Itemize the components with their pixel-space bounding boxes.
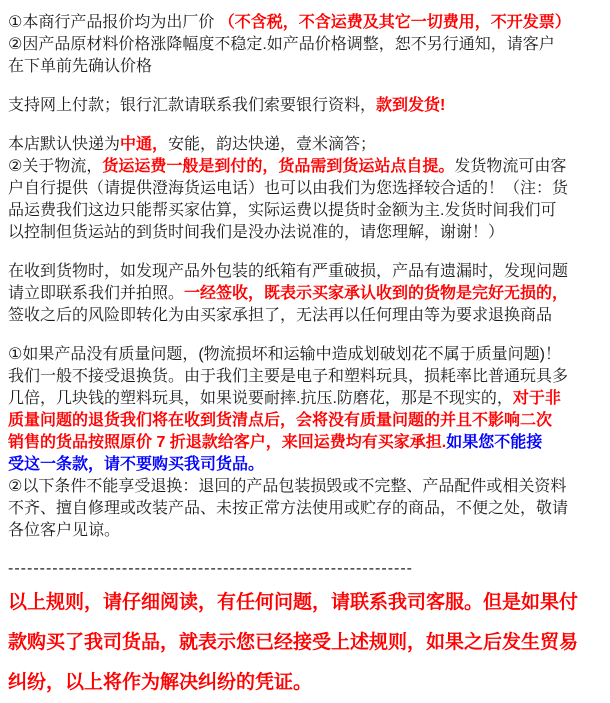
text-line <box>8 388 602 410</box>
text-line <box>8 366 602 388</box>
text-line <box>8 454 602 476</box>
text-line <box>8 623 602 663</box>
text-line <box>8 476 602 498</box>
text-line <box>8 261 602 283</box>
final-warning <box>8 583 602 703</box>
text-line <box>8 200 602 222</box>
text-segment-black: ②关于物流， <box>8 158 103 175</box>
text-line <box>8 283 602 305</box>
text-segment-red: 销售的货品按照原价 7 折退款给客户，来回运费均有买家承担. <box>8 434 447 451</box>
text-segment-black: 支持网上付款；银行汇款请联系我们索要银行资料， <box>8 97 377 114</box>
text-line <box>8 156 602 178</box>
text-line <box>8 432 602 454</box>
text-segment-red: 质量问题的退货我们将在收到货清点后，会将没有质量问题的并且不影响二次 <box>8 412 553 429</box>
text-line <box>8 498 602 520</box>
text-segment-black: 发货物流可由客 <box>454 158 567 175</box>
divider-line <box>8 559 602 579</box>
text-line <box>8 305 602 327</box>
text-line <box>8 559 602 579</box>
text-segment-red: 对于非 <box>512 390 561 407</box>
text-segment-black: 在下单前先确认价格 <box>8 58 153 75</box>
text-line <box>8 663 602 703</box>
text-line <box>8 520 602 542</box>
text-line <box>8 34 602 56</box>
text-line <box>8 222 602 244</box>
text-line <box>8 56 602 78</box>
returns-policy <box>8 344 602 542</box>
text-segment-red: 中通， <box>120 136 169 153</box>
text-segment-black: 户自行提供（请提供澄海货运电话）也可以由我们为您选择较合适的！（注：货 <box>8 180 569 197</box>
text-line <box>8 344 602 366</box>
text-segment-black: 品运费我们这边只能帮买家估算，实际运费以提货时金额为主.发货时间我们可 <box>8 202 557 219</box>
text-segment-black: ①如果产品没有质量问题，(物流损坏和运输中造成划破划花不属于质量问题)！ <box>8 346 562 363</box>
text-segment-blue: 如果您不能接 <box>446 434 543 451</box>
text-segment-black: 签收之后的风险即转化为由买家承担了，无法再以任何理由等为要求退换商品 <box>8 307 553 324</box>
text-segment-black: ②因产品原材料价格涨降幅度不稳定.如产品价格调整，恕不另行通知，请客户 <box>8 36 555 53</box>
text-segment-black: 本店默认快递为 <box>8 136 121 153</box>
text-segment-red: 一经签收，既表示买家承认收到的货物是完好无损的， <box>184 285 569 302</box>
text-segment-black: ①本商行产品报价均为出厂价 <box>8 14 219 31</box>
text-segment-black: 我们一般不接受退换货。由于我们主要是电子和塑料玩具，损耗率比普通玩具多 <box>8 368 569 385</box>
text-segment-black: 在收到货物时，如发现产品外包装的纸箱有严重破损，产品有遗漏时，发现问题 <box>8 263 569 280</box>
text-segment-black: ---------------------------------------------------------------- <box>8 560 413 577</box>
text-segment-red: （不含税，不含运费及其它一切费用，不开发票） <box>218 14 571 31</box>
text-segment-black: ②以下条件不能享受退换：退回的产品包装损毁或不完整、产品配件或相关资料 <box>8 478 567 495</box>
text-segment-red: 纠纷，以上将作为解决纠纷的凭证。 <box>8 672 313 693</box>
text-segment-black: 各位客户见谅。 <box>8 522 121 539</box>
text-segment-red: 款到发货! <box>376 97 446 114</box>
text-segment-red: 款购买了我司货品，就表示您已经接受上述规则，如果之后发生贸易 <box>8 632 579 653</box>
text-line <box>8 583 602 623</box>
payment-notice <box>8 95 602 117</box>
text-segment-blue: 受这一条款，请不要购买我司货品。 <box>8 456 265 473</box>
text-segment-red: 货运运费一般是到付的，货品需到货运站点自提。 <box>102 158 455 175</box>
shipping-notice <box>8 134 602 244</box>
text-line <box>8 178 602 200</box>
text-segment-red: 以上规则，请仔细阅读，有任何问题，请联系我司客服。但是如果付 <box>8 592 579 613</box>
text-line <box>8 12 602 34</box>
receiving-notice <box>8 261 602 327</box>
text-segment-black: 以控制但货运站的到货时间我们是没办法说准的，请您理解，谢谢！） <box>8 224 505 241</box>
text-segment-black: 几倍，几块钱的塑料玩具，如果说要耐摔.抗压.防磨花，那是不现实的， <box>8 390 513 407</box>
text-line <box>8 134 602 156</box>
text-line <box>8 410 602 432</box>
pricing-notice <box>8 12 602 78</box>
text-segment-black: 不齐、擅自修理或改装产品、未按正常方法使用或贮存的商品，不便之处，敬请 <box>8 500 569 517</box>
text-segment-black: 请立即联系我们并拍照。 <box>8 285 185 302</box>
text-segment-black: 安能，韵达快递，壹米滴答； <box>168 136 377 153</box>
text-line <box>8 95 602 117</box>
